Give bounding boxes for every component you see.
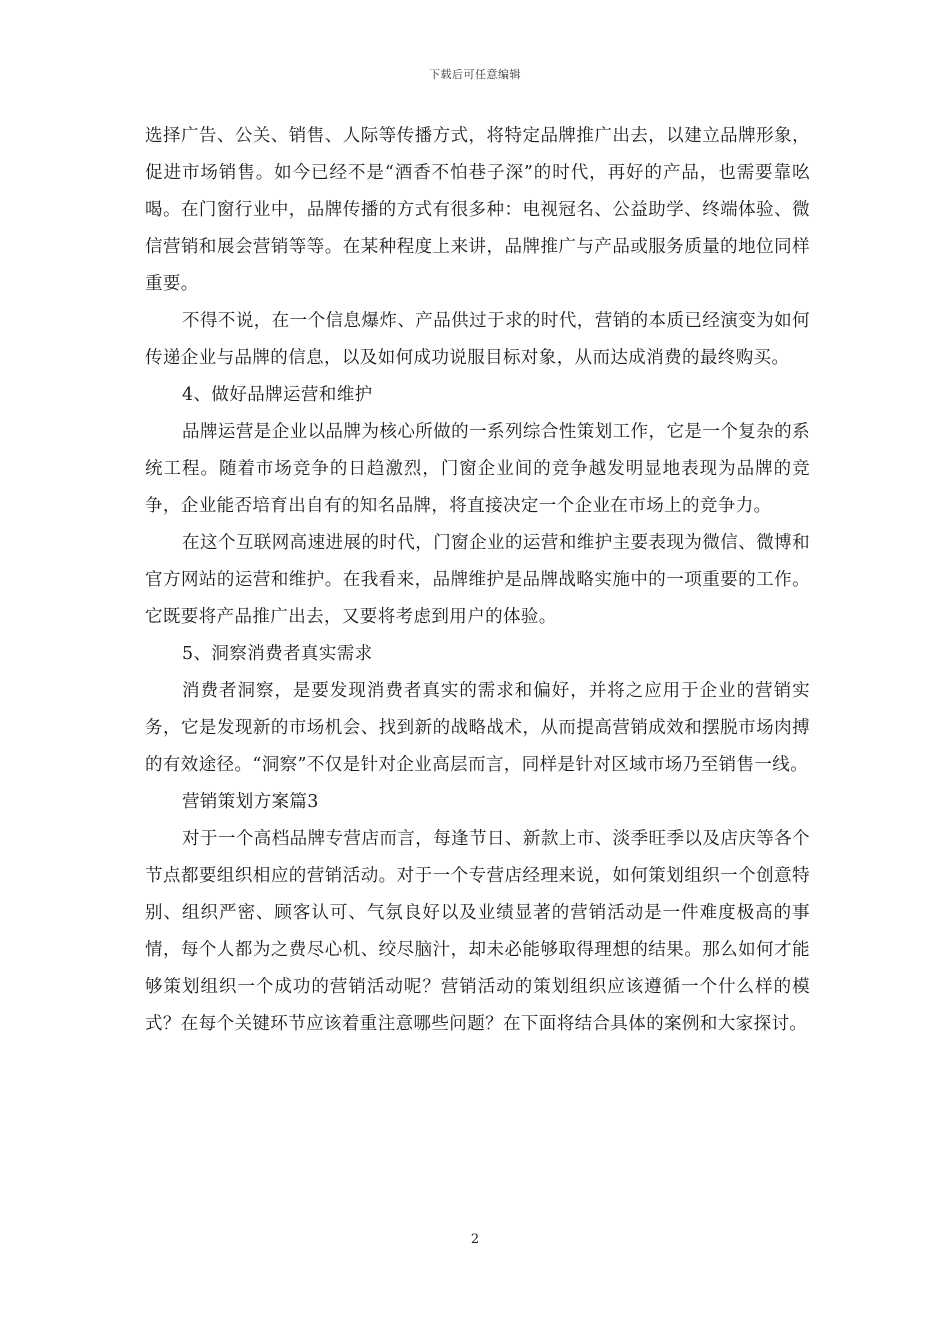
paragraph: 选择广告、公关、销售、人际等传播方式，将特定品牌推广出去，以建立品牌形象，促进市场销售。如今已经不是“酒香不怕巷子深”的时代，再好的产品，也需要靠吆喝。在门窗行业中，品牌传播的方式有很多种：电视冠名、公益助学、终端体验、微信营销和展会营销等等。在某种程度上来讲，品牌推广与产品或服务质量的地位同样重要。 (145, 126, 810, 294)
paragraph: 在这个互联网高速进展的时代，门窗企业的运营和维护主要表现为微信、微博和官方网站的运营和维护。在我看来，品牌维护是品牌战略实施中的一项重要的工作。它既要将产品推广出去，又要将考虑到用户的体验。 (145, 533, 810, 627)
section-heading: 4、做好品牌运营和维护 (182, 385, 373, 405)
page-header: 下载后可任意编辑 (429, 68, 521, 81)
paragraph: 品牌运营是企业以品牌为核心所做的一系列综合性策划工作，它是一个复杂的系统工程。随着市场竞争的日趋激烈，门窗企业间的竞争越发明显地表现为品牌的竞争，企业能否培育出自有的知名品牌，将直接决定一个企业在市场上的竞争力。 (145, 422, 810, 516)
paragraph: 对于一个高档品牌专营店而言，每逢节日、新款上市、淡季旺季以及店庆等各个节点都要组织相应的营销活动。对于一个专营店经理来说，如何策划组织一个创意特别、组织严密、顾客认可、气氛良好以及业绩显著的营销活动是一件难度极高的事情，每个人都为之费尽心机、绞尽脑汁，却未必能够取得理想的结果。那么如何才能够策划组织一个成功的营销活动呢？营销活动的策划组织应该遵循一个什么样的模式？在每个关键环节应该着重注意哪些问题？在下面将结合具体的案例和大家探讨。 (145, 829, 810, 1034)
paragraph: 不得不说，在一个信息爆炸、产品供过于求的时代，营销的本质已经演变为如何传递企业与品牌的信息，以及如何成功说服目标对象，从而达成消费的最终购买。 (145, 311, 810, 368)
section-heading: 5、洞察消费者真实需求 (182, 644, 373, 664)
page-number: 2 (470, 1232, 480, 1247)
paragraph: 消费者洞察，是要发现消费者真实的需求和偏好，并将之应用于企业的营销实务，它是发现新的市场机会、找到新的战略战术，从而提高营销成效和摆脱市场肉搏的有效途径。“洞察”不仅是针对企业高层而言，同样是针对区域市场乃至销售一线。 (145, 681, 810, 775)
document-body (145, 118, 810, 1043)
section-heading: 营销策划方案篇3 (182, 792, 319, 812)
